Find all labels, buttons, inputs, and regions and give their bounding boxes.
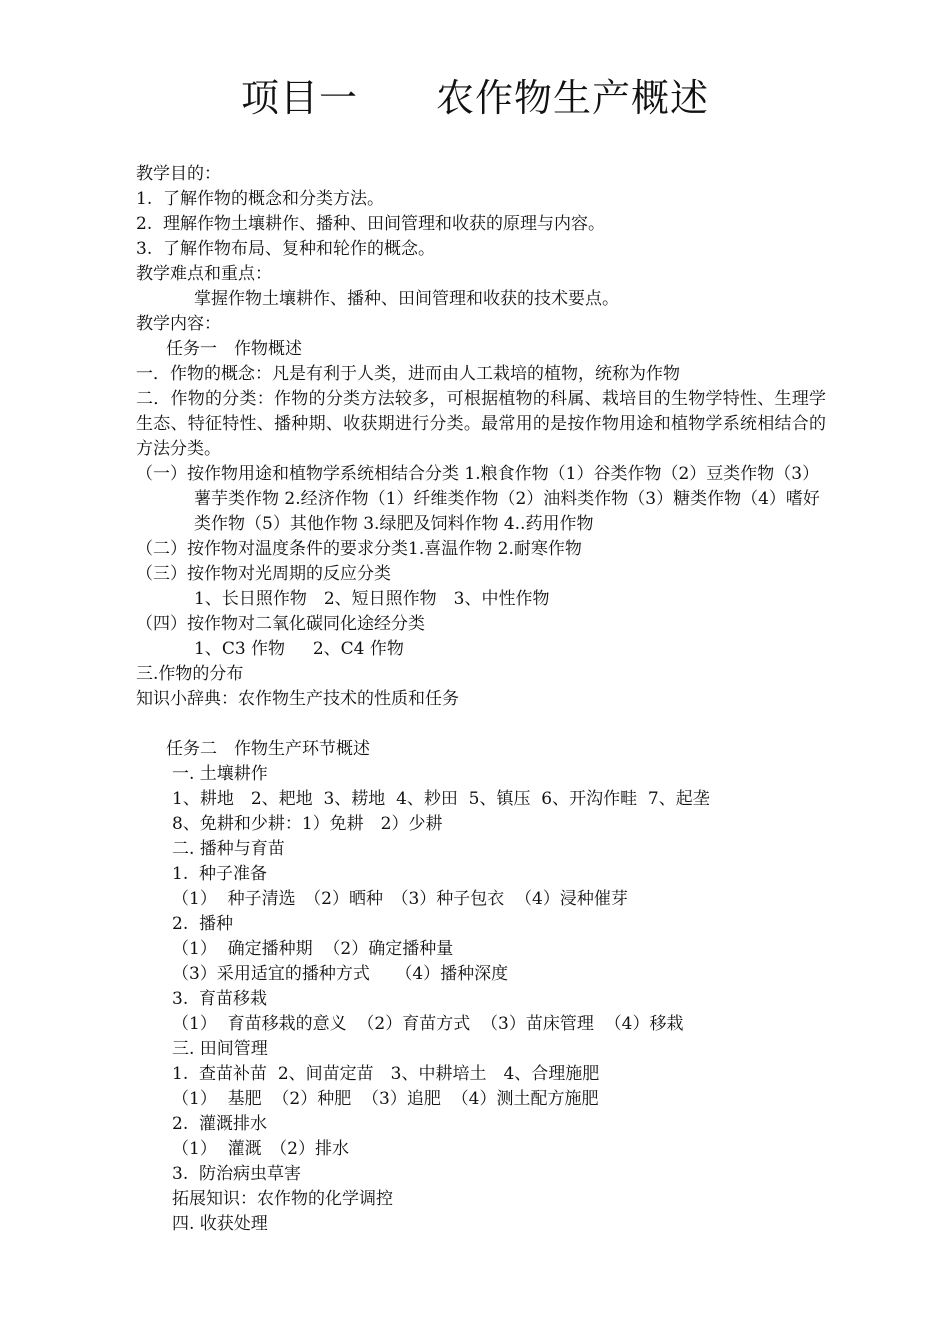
key-points-text: 掌握作物土壤耕作、播种、田间管理和收获的技术要点。 xyxy=(194,289,619,309)
objectives-heading: 教学目的： xyxy=(136,164,221,184)
task2-line: 四. 收获处理 xyxy=(172,1214,268,1234)
task1-title: 任务一 作物概述 xyxy=(166,339,302,359)
task2-line: 二. 播种与育苗 xyxy=(172,839,285,859)
task2-line: 3. 育苗移栽 xyxy=(172,989,268,1009)
photoperiod-items: 1、长日照作物 2、短日照作物 3、中性作物 xyxy=(194,589,550,609)
classification-item: （一）按作物用途和植物学系统相结合分类 1.粮食作物（1）谷类作物（2）豆类作物（3）薯芋类作物 2.经济作物（1）纤维类作物（2）油料类作物（3）糖类作物（4）嗜好类作物（5）其他作物 3.绿肥及饲料作物 4..药用作物 xyxy=(136,464,820,534)
task2-line: 2. 灌溉排水 xyxy=(172,1114,268,1134)
co2-heading: （四）按作物对二氧化碳同化途经分类 xyxy=(136,614,425,634)
task2-line: （3）采用适宜的播种方式 （4）播种深度 xyxy=(172,964,509,984)
crop-distribution: 三.作物的分布 xyxy=(136,664,244,684)
document-title: 项目一 农作物生产概述 xyxy=(240,76,709,120)
task2-line: （1） 种子清选 （2）晒种 （3）种子包衣 （4）浸种催芽 xyxy=(172,889,628,909)
objective-item: 3. 了解作物布局、复种和轮作的概念。 xyxy=(136,239,436,259)
content-heading: 教学内容： xyxy=(136,314,221,334)
section-spacer xyxy=(136,712,826,737)
task2-line: 拓展知识：农作物的化学调控 xyxy=(172,1189,393,1209)
task2-line: （1） 育苗移栽的意义 （2）育苗方式 （3）苗床管理 （4）移栽 xyxy=(172,1014,684,1034)
crop-classification: 二．作物的分类：作物的分类方法较多，可根据植物的科属、栽培目的生物学特性、生理学生态、特征特性、播种期、收获期进行分类。最常用的是按作物用途和植物学系统相结合的方法分类。 xyxy=(136,389,826,459)
document-body xyxy=(136,162,826,1237)
knowledge-note: 知识小辞典：农作物生产技术的性质和任务 xyxy=(136,689,459,709)
objective-item: 2. 理解作物土壤耕作、播种、田间管理和收获的原理与内容。 xyxy=(136,214,606,234)
classification-item: （二）按作物对温度条件的要求分类1.喜温作物 2.耐寒作物 xyxy=(136,539,582,559)
task2-line: 一. 土壤耕作 xyxy=(172,764,268,784)
task2-line: （1） 确定播种期 （2）确定播种量 xyxy=(172,939,454,959)
task2-line: （1） 灌溉 （2）排水 xyxy=(172,1139,349,1159)
task2-line: 8、免耕和少耕：1）免耕 2）少耕 xyxy=(172,814,443,834)
task2-line: 3. 防治病虫草害 xyxy=(172,1164,302,1184)
crop-concept: 一．作物的概念：凡是有利于人类，进而由人工栽培的植物，统称为作物 xyxy=(136,364,680,384)
task2-line: （1） 基肥 （2）种肥 （3）追肥 （4）测土配方施肥 xyxy=(172,1089,599,1109)
task2-line: 1. 种子准备 xyxy=(172,864,268,884)
classification-item: （三）按作物对光周期的反应分类 xyxy=(136,564,391,584)
objective-item: 1. 了解作物的概念和分类方法。 xyxy=(136,189,385,209)
task2-line: 三. 田间管理 xyxy=(172,1039,268,1059)
task2-line: 2. 播种 xyxy=(172,914,234,934)
key-points-heading: 教学难点和重点： xyxy=(136,264,272,284)
task2-line: 1. 查苗补苗 2、间苗定苗 3、中耕培土 4、合理施肥 xyxy=(172,1064,600,1084)
co2-items: 1、C3 作物 2、C4 作物 xyxy=(194,639,404,659)
task2-line: 1、耕地 2、耙地 3、耢地 4、耖田 5、镇压 6、开沟作畦 7、起垄 xyxy=(172,789,710,809)
task2-title: 任务二 作物生产环节概述 xyxy=(166,739,370,759)
